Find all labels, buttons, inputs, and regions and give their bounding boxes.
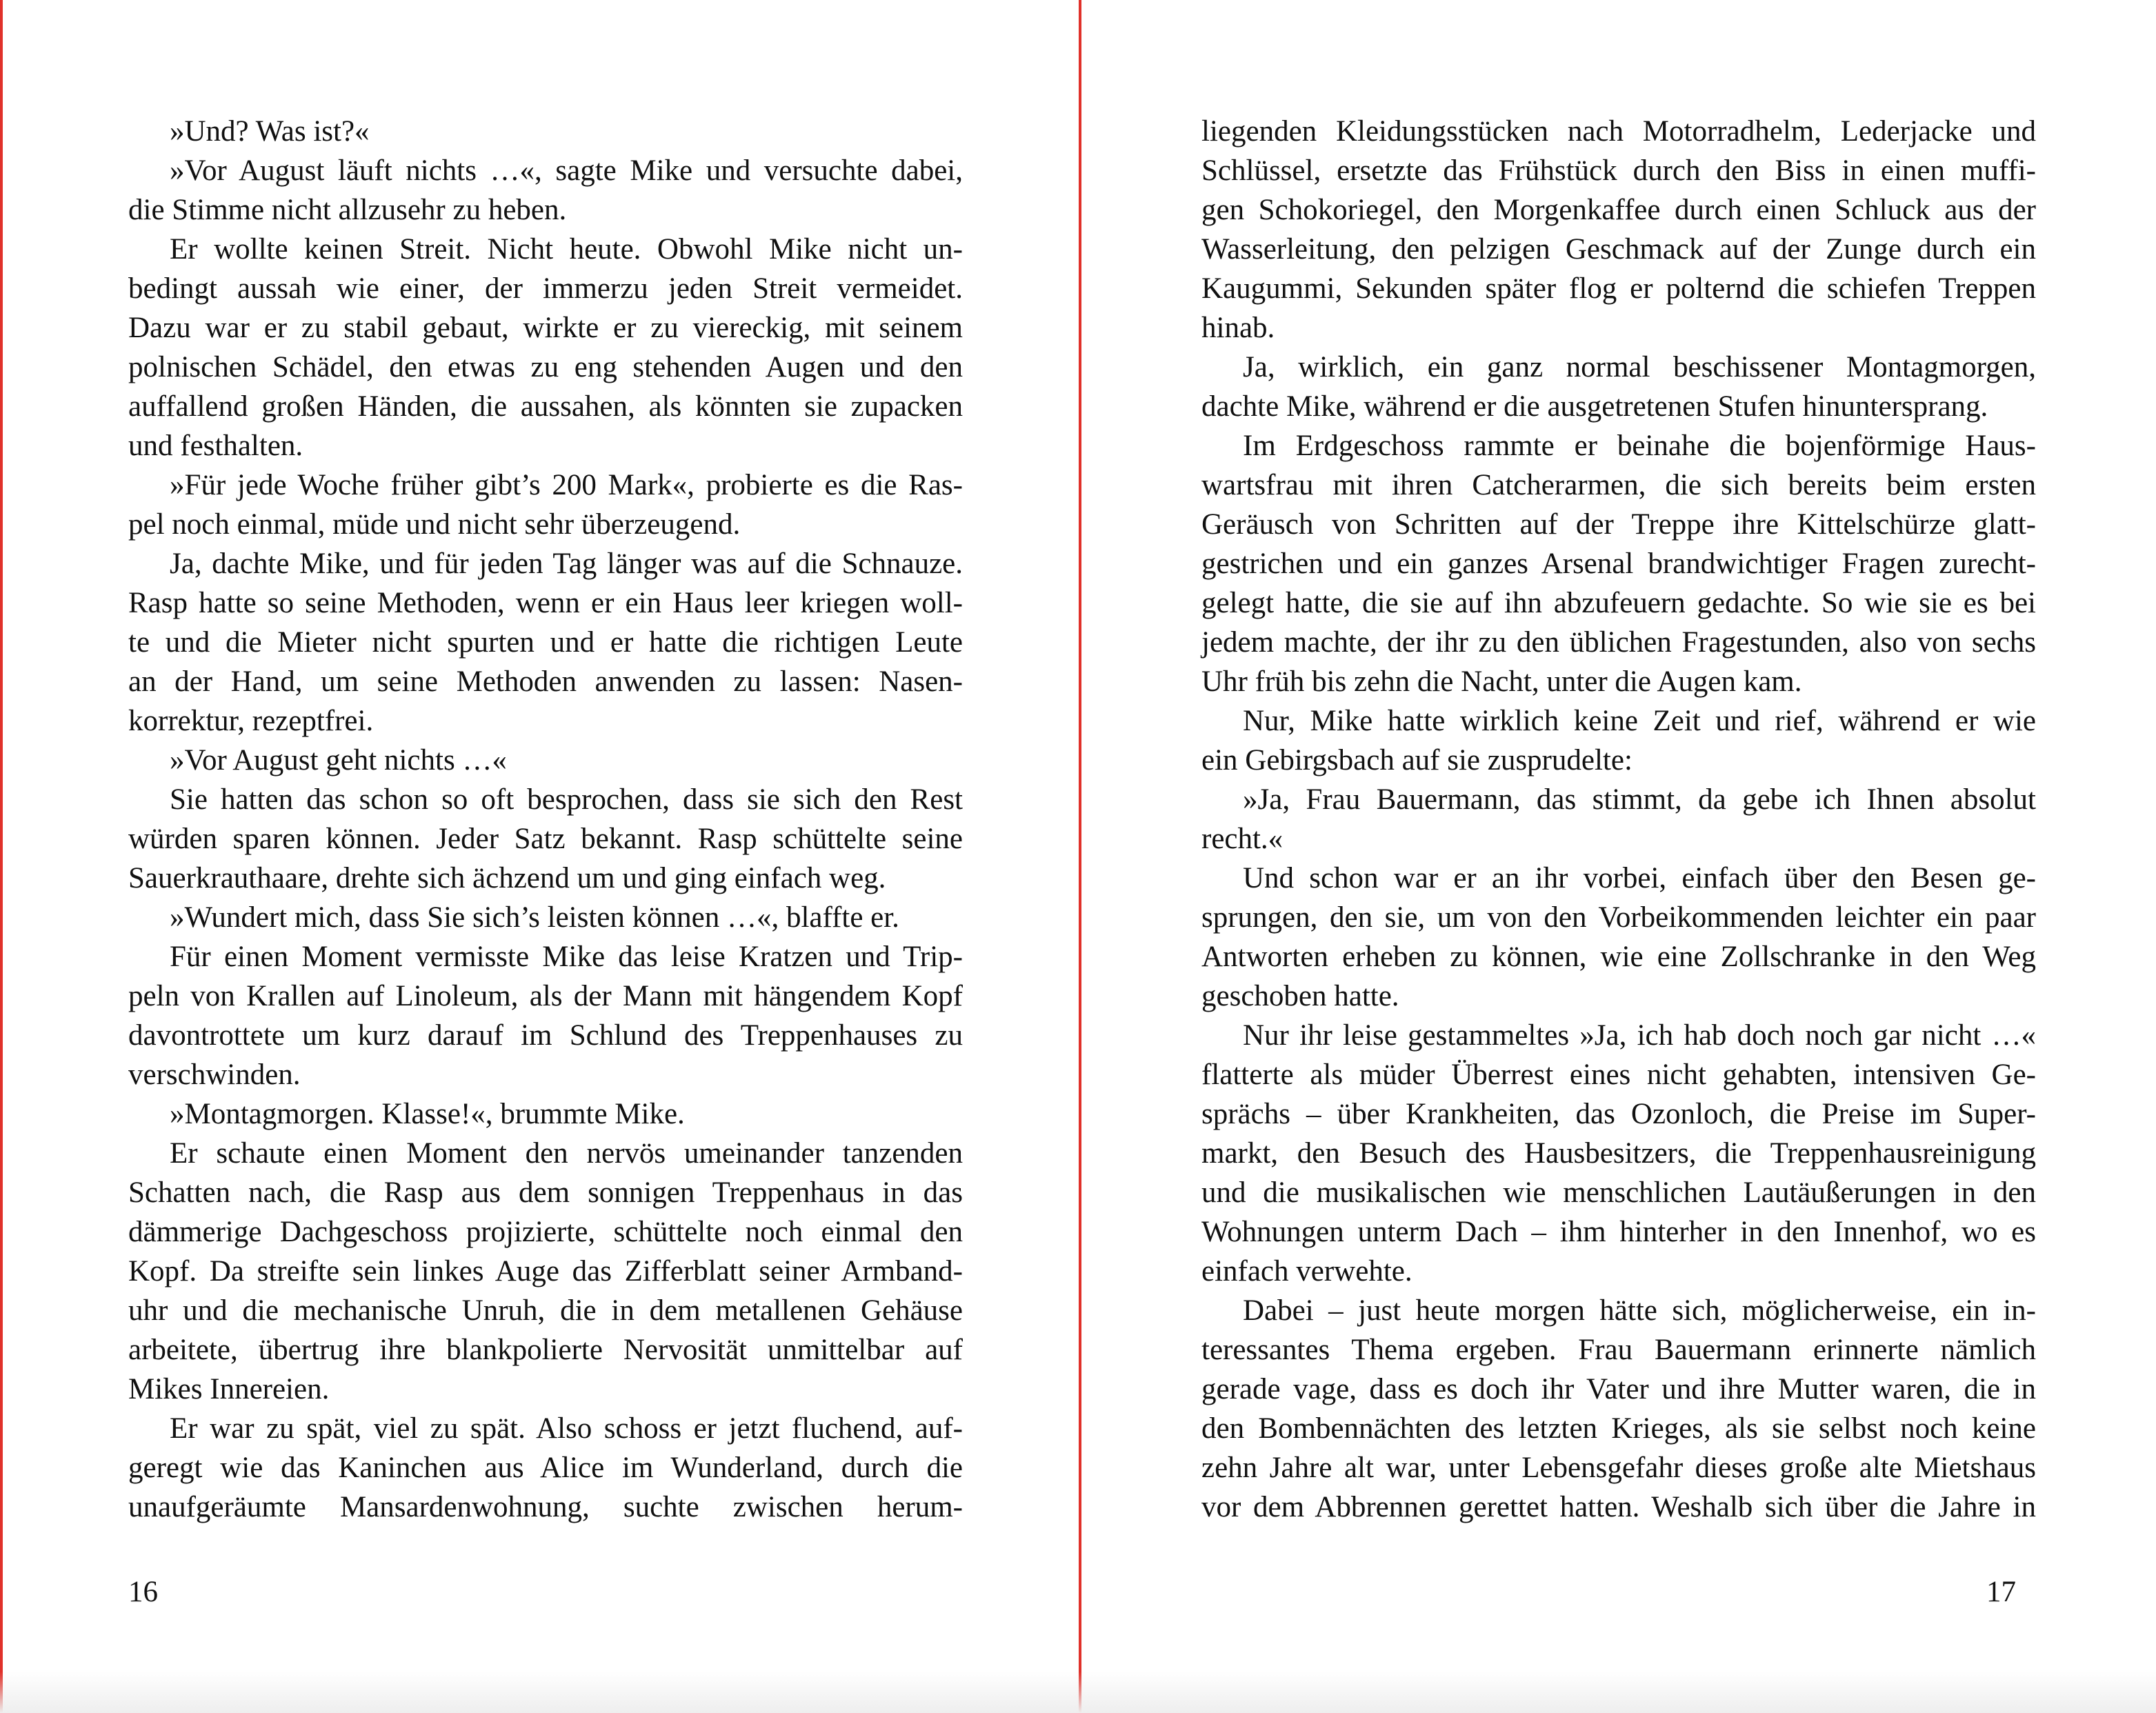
text-line: Dazu war er zu stabil gebaut, wirkte er zu viereckig, mit seinem [128,312,963,344]
text-line: »Montagmorgen. Klasse!«, brummte Mike. [170,1098,685,1130]
text-line: gerade vage, dass es doch ihr Vater und ihre Mutter waren, die in [1201,1373,2036,1405]
text-line: »Vor August läuft nichts …«, sagte Mike und versuchte dabei, [170,154,963,187]
text-line: sprungen, den sie, um von den Vorbeikommenden leichter ein paar [1201,901,2036,934]
text-line: dämmerige Dachgeschoss projizierte, schüttelte noch einmal den [128,1216,963,1248]
text-line: teressantes Thema ergeben. Frau Bauermann erinnerte nämlich [1201,1334,2036,1366]
right-page-body [1201,112,2036,1527]
text-line: Wohnungen unterm Dach – ihm hinterher in den Innenhof, wo es [1201,1216,2036,1248]
text-line: Er schaute einen Moment den nervös umeinander tanzenden [170,1137,963,1170]
text-line: Geräusch von Schritten auf der Treppe ihre Kittelschürze glatt- [1201,508,2036,541]
text-line: Rasp hatte so seine Methoden, wenn er ein Haus leer kriegen woll- [128,587,963,619]
text-line: vor dem Abbrennen gerettet hatten. Weshalb sich über die Jahre in [1201,1491,2036,1523]
text-line: Kaugummi, Sekunden später flog er polternd die schiefen Treppen [1201,272,2036,305]
text-line: Nur ihr leise gestammeltes »Ja, ich hab doch noch gar nicht …« [1243,1019,2036,1052]
text-line: arbeitete, übertrug ihre blankpolierte Nervosität unmittelbar auf [128,1334,963,1366]
text-line: ein Gebirgsbach auf sie zusprudelte: [1201,744,1633,777]
text-line: polnischen Schädel, den etwas zu eng stehenden Augen und den [128,351,963,383]
page-number-right: 17 [1986,1576,2016,1608]
text-line: »Wundert mich, dass Sie sich’s leisten können …«, blaffte er. [170,901,899,934]
text-line: Dabei – just heute morgen hätte sich, möglicherweise, ein in- [1243,1294,2036,1327]
text-line: Sie hatten das schon so oft besprochen, dass sie sich den Rest [170,783,963,816]
text-line: »Und? Was ist?« [170,115,370,148]
text-line: Er war zu spät, viel zu spät. Also schoss er jetzt fluchend, auf- [170,1412,963,1445]
text-line: flatterte als müder Überrest eines nicht gehabten, intensiven Ge- [1201,1059,2036,1091]
text-line: Er wollte keinen Streit. Nicht heute. Obwohl Mike nicht un- [170,233,963,266]
text-line: auffallend großen Händen, die aussahen, als könnten sie zupacken [128,390,963,423]
text-line: wartsfrau mit ihren Catcherarmen, die sich bereits beim ersten [1201,469,2036,501]
text-line: »Vor August geht nichts …« [170,744,507,777]
bottom-shadow [0,1672,2156,1713]
text-line: geregt wie das Kaninchen aus Alice im Wunderland, durch die [128,1452,963,1484]
text-line: recht.« [1201,823,1284,855]
text-line: pel noch einmal, müde und nicht sehr überzeugend. [128,508,741,541]
text-line: Kopf. Da streifte sein linkes Auge das Zifferblatt seiner Armband- [128,1255,963,1288]
text-line: einfach verwehte. [1201,1255,1413,1288]
text-line: bedingt aussah wie einer, der immerzu jeden Streit vermeidet. [128,272,963,305]
page-number-left: 16 [128,1576,158,1608]
text-line: und festhalten. [128,430,303,462]
text-line: »Für jede Woche früher gibt’s 200 Mark«, probierte es die Ras- [170,469,963,501]
text-line: geschoben hatte. [1201,980,1399,1012]
text-line: gestrichen und ein ganzes Arsenal brandwichtiger Fragen zurecht- [1201,548,2036,580]
text-line: und die musikalischen wie menschlichen Lautäußerungen in den [1201,1176,2036,1209]
text-line: den Bombennächten des letzten Krieges, als sie selbst noch keine [1201,1412,2036,1445]
text-line: Nur, Mike hatte wirklich keine Zeit und rief, während er wie [1243,705,2036,737]
text-line: sprächs – über Krankheiten, das Ozonloch, die Preise im Super- [1201,1098,2036,1130]
left-page-edge-line [0,0,3,1713]
text-line: Schlüssel, ersetzte das Frühstück durch den Biss in einen muffi- [1201,154,2036,187]
text-line: Ja, dachte Mike, und für jeden Tag länger was auf die Schnauze. [170,548,963,580]
gutter-line [1079,0,1081,1713]
text-line: verschwinden. [128,1059,301,1091]
text-line: gen Schokoriegel, den Morgenkaffee durch einen Schluck aus der [1201,194,2036,226]
text-line: gelegt hatte, die sie auf ihn abzufeuern gedachte. So wie sie es bei [1201,587,2036,619]
text-line: Ja, wirklich, ein ganz normal beschissener Montagmorgen, [1243,351,2036,383]
text-line: dachte Mike, während er die ausgetretenen Stufen hinuntersprang. [1201,390,1988,423]
text-line: an der Hand, um seine Methoden anwenden zu lassen: Nasen- [128,665,963,698]
text-line: Und schon war er an ihr vorbei, einfach über den Besen ge- [1243,862,2036,894]
text-line: Wasserleitung, den pelzigen Geschmack auf der Zunge durch ein [1201,233,2036,266]
text-line: korrektur, rezeptfrei. [128,705,374,737]
text-line: davontrottete um kurz darauf im Schlund des Treppenhauses zu [128,1019,963,1052]
text-line: unaufgeräumte Mansardenwohnung, suchte zwischen herum- [128,1491,963,1523]
text-line: die Stimme nicht allzusehr zu heben. [128,194,567,226]
text-line: Sauerkrauthaare, drehte sich ächzend um und ging einfach weg. [128,862,886,894]
text-line: liegenden Kleidungsstücken nach Motorradhelm, Lederjacke und [1201,115,2036,148]
text-line: Für einen Moment vermisste Mike das leise Kratzen und Trip- [170,941,963,973]
text-line: zehn Jahre alt war, unter Lebensgefahr dieses große alte Mietshaus [1201,1452,2036,1484]
text-line: markt, den Besuch des Hausbesitzers, die Treppenhausreinigung [1201,1137,2036,1170]
text-line: Uhr früh bis zehn die Nacht, unter die Augen kam. [1201,665,1802,698]
text-line: würden sparen können. Jeder Satz bekannt. Rasp schüttelte seine [128,823,963,855]
text-line: Schatten nach, die Rasp aus dem sonnigen Treppenhaus in das [128,1176,963,1209]
text-line: Mikes Innereien. [128,1373,330,1405]
text-line: jedem machte, der ihr zu den üblichen Fragestunden, also von sechs [1201,626,2036,659]
text-line: uhr und die mechanische Unruh, die in dem metallenen Gehäuse [128,1294,963,1327]
text-line: peln von Krallen auf Linoleum, als der Mann mit hängendem Kopf [128,980,963,1012]
text-line: te und die Mieter nicht spurten und er hatte die richtigen Leute [128,626,963,659]
text-line: »Ja, Frau Bauermann, das stimmt, da gebe ich Ihnen absolut [1243,783,2036,816]
left-page-body [128,112,963,1527]
text-line: hinab. [1201,312,1275,344]
text-line: Antworten erheben zu können, wie eine Zollschranke in den Weg [1201,941,2036,973]
text-line: Im Erdgeschoss rammte er beinahe die bojenförmige Haus- [1243,430,2036,462]
